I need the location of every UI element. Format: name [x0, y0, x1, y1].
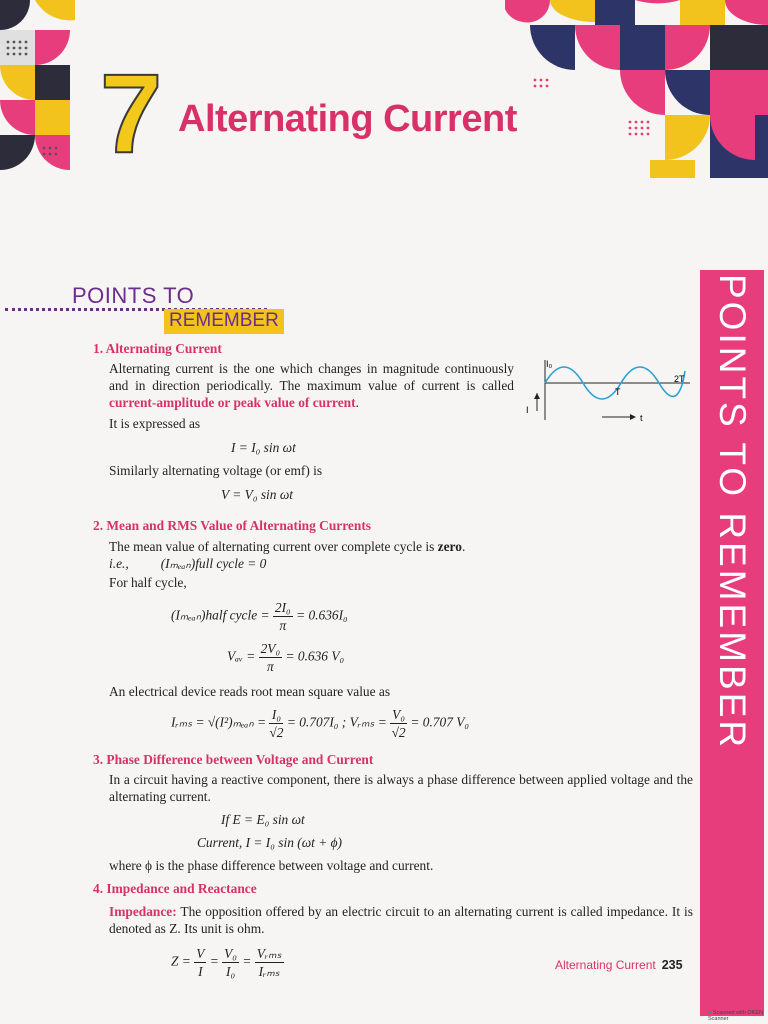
scanner-icon: ●	[708, 1010, 712, 1016]
s2-eq-vav-lhs: Vₐᵥ =	[227, 648, 256, 664]
s2-ie: i.e.,	[109, 556, 129, 571]
s4-z-frac2	[222, 945, 239, 980]
s4-z-frac1	[194, 945, 206, 980]
s2-text-b: .	[461, 539, 466, 554]
chapter-title: Alternating Current	[178, 98, 517, 140]
graph-axis-label: I	[526, 405, 529, 415]
s2-eq-vav-rhs: = 0.636 V₀	[285, 648, 345, 664]
s1-text-a: Alternating current is the one which changes in magnitude continuously and in direction periodically. The maximum value of current is called	[109, 361, 514, 393]
s2-eq-vav-den: π	[267, 659, 274, 674]
s3-current-eq: Current, I = I₀ sin (ωt + ϕ)	[197, 835, 342, 850]
s1-paragraph	[109, 360, 514, 411]
graph-y-label: I₀	[546, 359, 553, 369]
s1-expressed: It is expressed as	[109, 416, 201, 431]
section-body-2	[109, 538, 693, 741]
s2-eq-vav-frac	[259, 640, 283, 675]
scanner-watermark	[708, 1010, 768, 1022]
s2-rms-lhs: Iᵣₘₛ = √(I²)ₘₑₐₙ =	[171, 714, 267, 730]
s2-eq-half-lhs: (Iₘₑₐₙ)half cycle =	[171, 607, 270, 623]
chapter-number: 7	[100, 51, 163, 176]
s2-rms-num1: I₀	[269, 706, 283, 724]
s2-eq-half-num: 2I₀	[274, 600, 291, 615]
s2-rms-frac1	[269, 706, 283, 741]
sidebar-text: POINTS TO REMEMBER	[712, 274, 753, 751]
s2-eq-half	[171, 599, 693, 634]
s2-rms-mid: = 0.707I₀ ; Vᵣₘₛ =	[286, 714, 387, 730]
s2-rms-num2: V₀	[392, 707, 406, 722]
s2-device: An electrical device reads root mean square value as	[109, 684, 391, 699]
s2-eq-half-frac	[273, 599, 293, 634]
s1-highlight: current-amplitude or peak value of current	[109, 395, 356, 410]
s4-z-num3: Vᵣₘₛ	[256, 946, 282, 961]
s1-eq2: V = V₀ sin ωt	[221, 487, 294, 502]
s2-rms-frac2	[390, 706, 407, 741]
header-pattern-left	[0, 0, 75, 180]
graph-label-2t: 2T	[674, 374, 685, 384]
graph-label-t: T	[615, 387, 621, 397]
banner-line1: POINTS TO	[72, 283, 195, 308]
graph-x-label: t	[640, 413, 643, 423]
footer-title: Alternating Current	[555, 958, 656, 972]
s2-eq-vav	[227, 640, 693, 675]
section-heading-2: 2. Mean and RMS Value of Alternating Currents	[93, 518, 371, 533]
s2-zero: zero	[437, 539, 462, 554]
section-body-1	[109, 360, 514, 411]
section-heading-3: 3. Phase Difference between Voltage and Current	[93, 752, 374, 767]
s2-rms-den2: √2	[391, 725, 406, 740]
s2-paragraph	[109, 538, 693, 555]
s4-z-num2: V₀	[224, 946, 237, 961]
content	[93, 340, 693, 980]
s4-z-den1: I	[198, 964, 203, 979]
section-heading-4: 4. Impedance and Reactance	[93, 881, 257, 896]
s3-if-eq: If E = E₀ sin ωt	[221, 812, 305, 827]
s4-text: The opposition offered by an electric circuit to an alternating current is called impedance. It is denoted as Z. Its unit is ohm.	[109, 904, 693, 936]
scanner-text: Scanned with OKEN Scanner	[708, 1010, 763, 1022]
s2-eq-half-rhs: = 0.636I₀	[296, 607, 348, 623]
s4-z-den3: Iᵣₘₛ	[258, 964, 280, 979]
s2-rms-rhs: = 0.707 V₀	[410, 714, 470, 730]
section-heading-1: 1. Alternating Current	[93, 341, 222, 356]
s4-z-eq: Z = $\frac{V}{I}$ = $\frac{\text{V₀}}{\text{I₀}}$ = $\frac{\text{Vᵣₘₛ}}{\text{Iᵣₘₛ}}$	[171, 946, 282, 979]
s4-z-frac3	[255, 945, 284, 980]
s2-ie-line	[109, 555, 693, 572]
page-number: 235	[661, 958, 683, 972]
s2-eq-full: (Iₘₑₐₙ)full cycle = 0	[160, 556, 267, 571]
s4-z-den2: I₀	[225, 964, 236, 979]
s1-eq1: I = I₀ sin ωt	[231, 440, 296, 455]
s2-text-a: The mean value of alternating current over complete cycle is	[109, 539, 438, 554]
s2-eq-rms	[171, 706, 693, 741]
s1-text-b: .	[355, 395, 359, 410]
section-body-3	[109, 771, 693, 874]
s2-rms-den1: √2	[269, 725, 284, 740]
banner-line2: REMEMBER	[164, 309, 284, 334]
s2-eq-half-den: π	[279, 618, 287, 633]
header-pattern-right	[505, 0, 768, 178]
s4-paragraph	[109, 903, 693, 937]
s3-where: where ϕ is the phase difference between voltage and current.	[109, 858, 434, 873]
s1-similarly: Similarly alternating voltage (or emf) is	[109, 463, 323, 478]
page-footer	[555, 958, 683, 972]
s4-z-num1: V	[196, 946, 205, 961]
s4-term: Impedance:	[109, 904, 177, 919]
s2-eq-vav-num: 2V₀	[260, 641, 281, 656]
sidebar	[700, 270, 764, 1016]
section-body-1b	[109, 415, 693, 503]
s4-z-lhs: Z =	[171, 953, 191, 969]
s2-half: For half cycle,	[109, 575, 187, 590]
s3-text: In a circuit having a reactive component, there is always a phase difference between applied voltage and the alternating current.	[109, 772, 693, 804]
